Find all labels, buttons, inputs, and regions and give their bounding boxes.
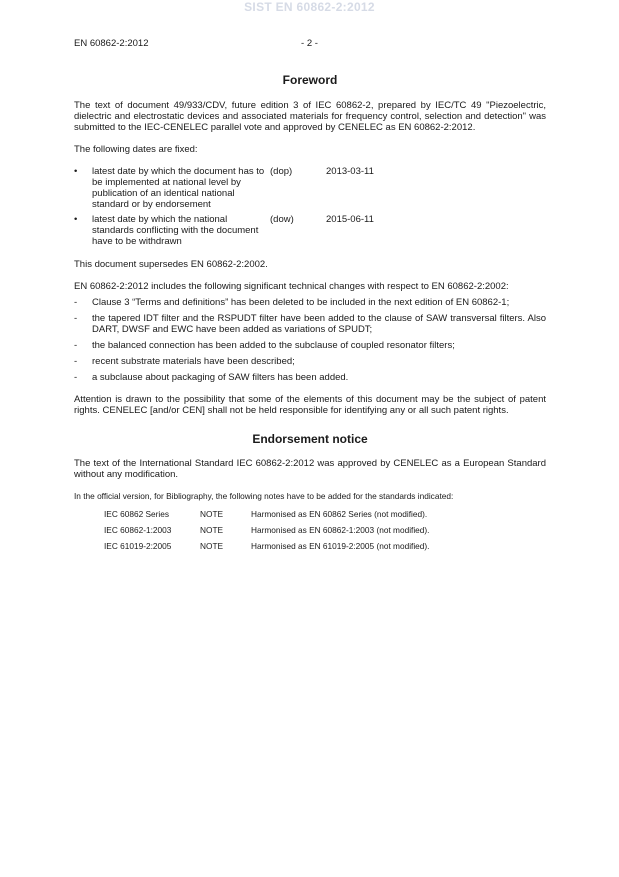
page-number: - 2 -: [301, 38, 318, 49]
watermark: SIST EN 60862-2:2012: [244, 0, 375, 14]
endorsement-text: The text of the International Standard IEC 60862-2:2012 was approved by CENELEC as a European Standard without any modification.: [74, 458, 546, 480]
change-item: [74, 313, 546, 335]
dash-mark: -: [74, 313, 78, 324]
date-value: 2015-06-11: [326, 214, 374, 225]
change-text: a subclause about packaging of SAW filters has been added.: [92, 372, 349, 383]
endorsement-title: Endorsement notice: [252, 432, 368, 446]
change-text: recent substrate materials have been described;: [92, 356, 295, 367]
date-description: latest date by which the document has to be implemented at national level by publication of an identical national standard or by endorsement: [92, 166, 265, 210]
foreword-title: Foreword: [282, 73, 338, 87]
note-standard: IEC 60862-1:2003: [104, 525, 172, 535]
note-standard: IEC 61019-2:2005: [104, 541, 172, 551]
date-code: (dow): [270, 214, 294, 225]
change-text: the balanced connection has been added to the subclause of coupled resonator filters;: [92, 340, 455, 351]
note-standard: IEC 60862 Series: [104, 509, 170, 519]
note-label: NOTE: [200, 525, 224, 535]
change-text: Clause 3 “Terms and definitions” has been deleted to be included in the next edition of EN 60862-1;: [92, 297, 510, 308]
date-value: 2013-03-11: [326, 166, 374, 177]
change-item: [74, 372, 546, 383]
foreword-intro: The text of document 49/933/CDV, future edition 3 of IEC 60862-2, prepared by IEC/TC 49 "Piezoelectric, dielectric and electrostatic devices and associated materials for frequency control, selection and detection" was submitted to the IEC-CENELEC parallel vote and approved by CENELEC as EN 60862-2:2012.: [74, 100, 546, 133]
date-code: (dop): [270, 166, 293, 177]
document-body: [74, 73, 546, 551]
dash-mark: -: [74, 372, 78, 383]
bullet-mark: •: [74, 166, 78, 177]
dates-intro: The following dates are fixed:: [74, 144, 198, 155]
dates-list: [74, 166, 546, 247]
dash-mark: -: [74, 356, 78, 367]
note-text: Harmonised as EN 60862-1:2003 (not modified).: [251, 525, 430, 535]
note-row: [74, 525, 546, 535]
change-item: [74, 340, 546, 351]
change-item: [74, 297, 546, 308]
notes-list: [74, 509, 546, 551]
supersedes-statement: This document supersedes EN 60862-2:2002.: [74, 259, 268, 270]
note-label: NOTE: [200, 509, 224, 519]
note-row: [74, 509, 546, 519]
changes-list: [74, 297, 546, 383]
note-text: Harmonised as EN 61019-2:2005 (not modified).: [251, 541, 430, 551]
header-doc-id: EN 60862-2:2012: [74, 38, 149, 49]
date-item-dow: [74, 214, 546, 247]
change-text: the tapered IDT filter and the RSPUDT filter have been added to the clause of SAW transversal filters. Also DART, DWSF and EWC have been added as variations of SPUDT;: [92, 313, 546, 335]
note-label: NOTE: [200, 541, 224, 551]
notes-intro: In the official version, for Bibliography, the following notes have to be added for the standards indicated:: [74, 491, 454, 501]
date-item-dop: [74, 166, 546, 210]
note-text: Harmonised as EN 60862 Series (not modified).: [251, 509, 428, 519]
dash-mark: -: [74, 340, 78, 351]
patent-attention: Attention is drawn to the possibility that some of the elements of this document may be the subject of patent rights. CENELEC [and/or CEN] shall not be held responsible for identifying any or all such patent rights.: [74, 394, 546, 416]
dash-mark: -: [74, 297, 78, 308]
bullet-mark: •: [74, 214, 78, 225]
note-row: [74, 541, 546, 551]
change-item: [74, 356, 546, 367]
changes-intro: EN 60862-2:2012 includes the following significant technical changes with respect to EN 60862-2:2002:: [74, 281, 509, 292]
date-description: latest date by which the national standards conflicting with the document have to be withdrawn: [92, 214, 259, 247]
